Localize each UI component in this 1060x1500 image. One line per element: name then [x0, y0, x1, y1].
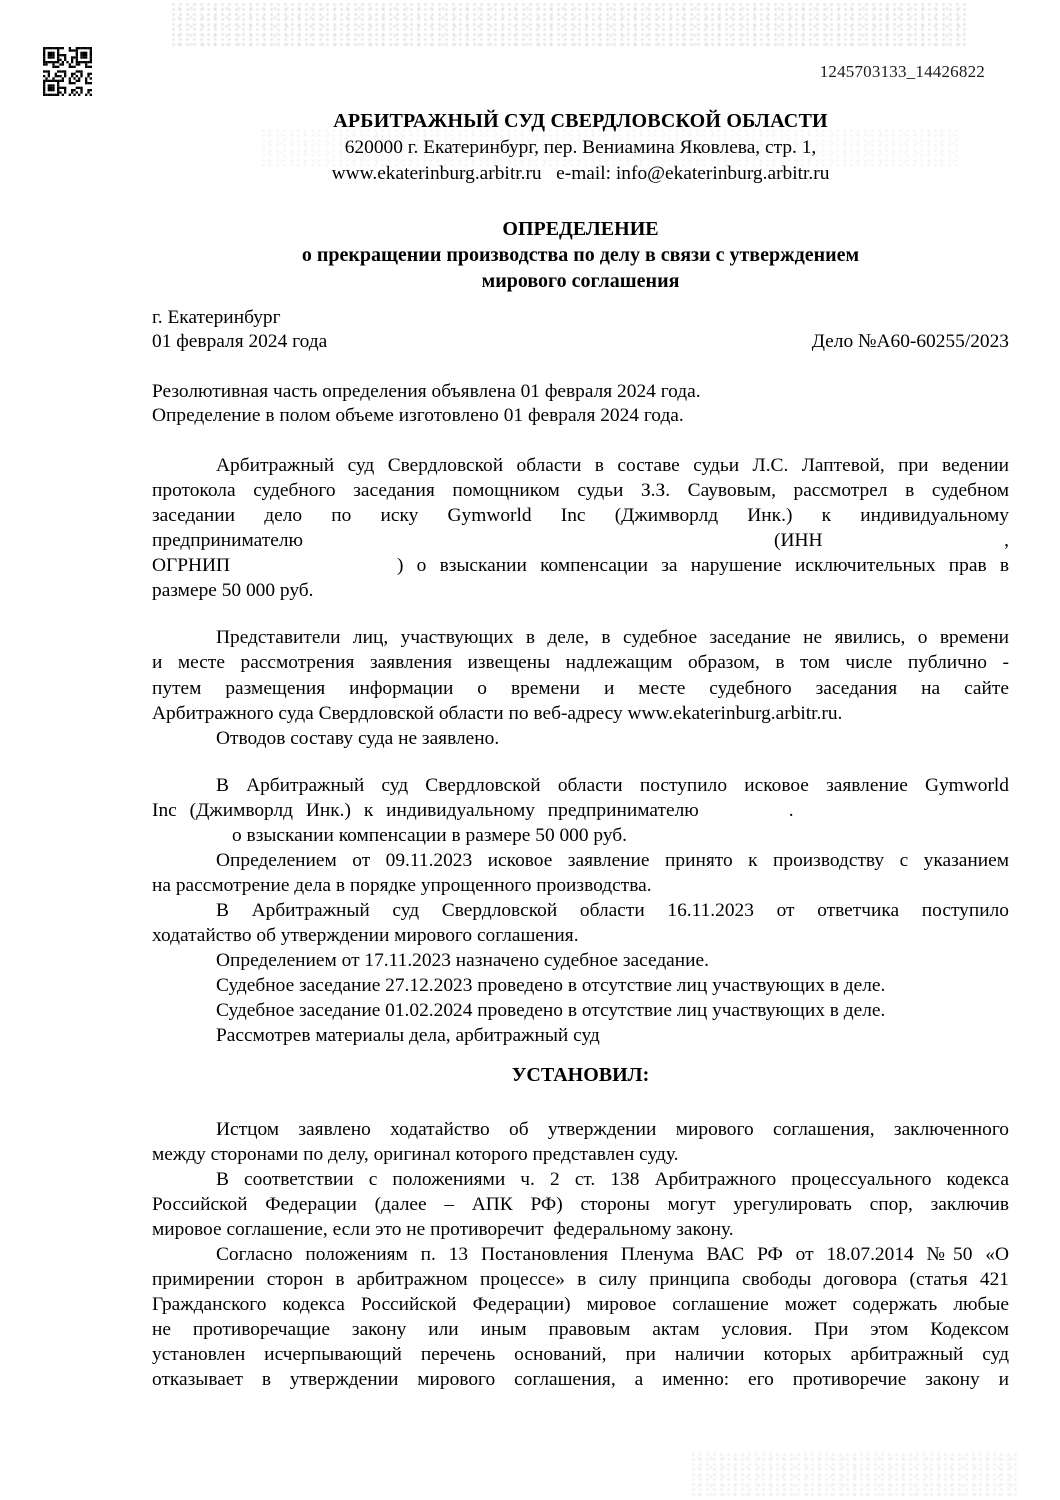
- text-line: Отводов составу суда не заявлено.: [216, 728, 500, 750]
- text-line: путем размещения информации о времени и месте судебного заседания на сайте: [152, 677, 1009, 699]
- text-line: Судебное заседание 01.02.2024 проведено в отсутствие лиц участвующих в деле.: [216, 1000, 886, 1021]
- text-line: протокола судебного заседания помощником судьи З.З. Саувовым, рассмотрел в судебном: [152, 480, 1009, 501]
- text-line: Резолютивная часть определения объявлена 01 февраля 2024 года.: [152, 381, 701, 402]
- place-and-date-block: [152, 306, 1009, 353]
- document-subtitle-line1: о прекращении производства по делу в связи с утверждением: [301, 244, 860, 266]
- document-subtitle-line2: мирового соглашения: [481, 270, 680, 292]
- text-line: Рассмотрев материалы дела, арбитражный суд: [216, 1025, 600, 1046]
- ustanovil-heading: УСТАНОВИЛ:: [511, 1064, 650, 1086]
- text-line: Определение в полом объеме изготовлено 01 февраля 2024 года.: [152, 404, 684, 426]
- text-line: о взыскании компенсации в размере 50 000 руб.: [232, 825, 628, 846]
- place-label: г. Екатеринбург: [152, 307, 281, 328]
- text-segment: .: [788, 800, 794, 821]
- text-segment: ОГРНИП: [152, 555, 231, 576]
- text-line: Представители лиц, участвующих в деле, в судебное заседание не явились, о времени: [216, 627, 1009, 648]
- text-line: отказывает в утверждении мирового соглашения, а именно: его противоречие закону и: [152, 1369, 1009, 1390]
- text-line: [152, 553, 1009, 578]
- qr-code: [43, 47, 92, 96]
- text-line: Гражданского кодекса Российской Федерации) мировое соглашение может содержать любые: [152, 1294, 1009, 1315]
- text-line: на рассмотрение дела в порядке упрощенного производства.: [152, 875, 652, 896]
- text-line: Согласно положениям п. 13 Постановления Пленума ВАС РФ от 18.07.2014 №50 «О: [216, 1244, 1009, 1265]
- text-segment: Inc (Джимворлд Инк.) к индивидуальному предпринимателю: [152, 800, 699, 821]
- text-line: В Арбитражный суд Свердловской области поступило исковое заявление Gymworld: [216, 775, 1009, 796]
- text-segment: ) о взыскании компенсации за нарушение исключительных прав в: [397, 555, 1009, 576]
- text-line: [152, 528, 1009, 553]
- text-line: размере 50 000 руб.: [152, 580, 314, 601]
- text-line: Судебное заседание 27.12.2023 проведено в отсутствие лиц участвующих в деле.: [216, 975, 886, 996]
- text-line: и месте рассмотрения заявления извещены надлежащим образом, в том числе публично -: [152, 652, 1009, 674]
- text-line: ходатайство об утверждении мирового соглашения.: [152, 925, 579, 946]
- scan-noise-artifact: [170, 2, 970, 48]
- paragraph-established-findings: [152, 1117, 1009, 1392]
- paragraph-case-intro: [152, 453, 1009, 603]
- court-name: АРБИТРАЖНЫЙ СУД СВЕРДЛОВСКОЙ ОБЛАСТИ: [333, 110, 828, 132]
- court-header: [152, 108, 1009, 188]
- text-line: мировое соглашение, если это не противоречит федеральному закону.: [152, 1219, 734, 1240]
- paragraph-resolution-dates: [152, 380, 1009, 427]
- case-number: Дело №А60-60255/2023: [811, 330, 1009, 352]
- text-segment: предпринимателю: [152, 530, 303, 551]
- text-line: [152, 798, 1009, 823]
- date-case-row: [152, 330, 1009, 354]
- text-line: примирении сторон в арбитражном процессе» в силу принципа свободы договора (статья 421: [152, 1269, 1009, 1290]
- paragraph-representatives: [152, 625, 1009, 751]
- document-id-number: 1245703133_14426822: [819, 62, 985, 81]
- text-line: установлен исчерпывающий перечень оснований, при наличии которых арбитражный суд: [152, 1344, 1009, 1365]
- text-line: Определением от 09.11.2023 исковое заявление принято к производству с указанием: [216, 850, 1009, 871]
- text-line: между сторонами по делу, оригинал которого представлен суду.: [152, 1144, 679, 1165]
- court-address: 620000 г. Екатеринбург, пер. Вениамина Яковлева, стр. 1,: [344, 136, 817, 158]
- text-segment: ,: [1004, 530, 1009, 551]
- paragraph-proceedings-history: [152, 773, 1009, 1048]
- text-line: заседании дело по иску Gymworld Inc (Джимворлд Инк.) к индивидуальному: [152, 505, 1009, 526]
- text-line: Российской Федерации (далее – АПК РФ) стороны могут урегулировать спор, заключив: [152, 1194, 1009, 1215]
- text-line: Арбитражный суд Свердловской области в составе судьи Л.С. Лаптевой, при ведении: [216, 455, 1009, 476]
- text-line: Определением от 17.11.2023 назначено судебное заседание.: [216, 950, 710, 971]
- document-title: [152, 216, 1009, 294]
- text-line: В Арбитражный суд Свердловской области 16.11.2023 от ответчика поступило: [216, 900, 1009, 921]
- text-segment: (ИНН: [773, 530, 823, 551]
- date-label: 01 февраля 2024 года: [152, 330, 328, 352]
- scan-noise-artifact: [690, 1452, 1020, 1496]
- document-title-word: ОПРЕДЕЛЕНИЕ: [502, 218, 659, 240]
- text-line: Арбитражного суда Свердловской области по веб-адресу www.ekaterinburg.arbitr.ru.: [152, 702, 843, 724]
- redacted-blank: [699, 798, 789, 823]
- text-line: Истцом заявлено ходатайство об утверждении мирового соглашения, заключенного: [216, 1119, 1009, 1140]
- redacted-blank: [230, 553, 397, 578]
- text-line: не противоречащие закону или иным правовым актам условия. При этом Кодексом: [152, 1319, 1009, 1340]
- text-line: В соответствии с положениями ч. 2 ст. 138 Арбитражного процессуального кодекса: [216, 1169, 1009, 1190]
- court-contacts: www.ekaterinburg.arbitr.ru e-mail: info@ekaterinburg.arbitr.ru: [331, 163, 830, 185]
- redacted-blank: [303, 528, 774, 553]
- redacted-blank: [822, 528, 1004, 553]
